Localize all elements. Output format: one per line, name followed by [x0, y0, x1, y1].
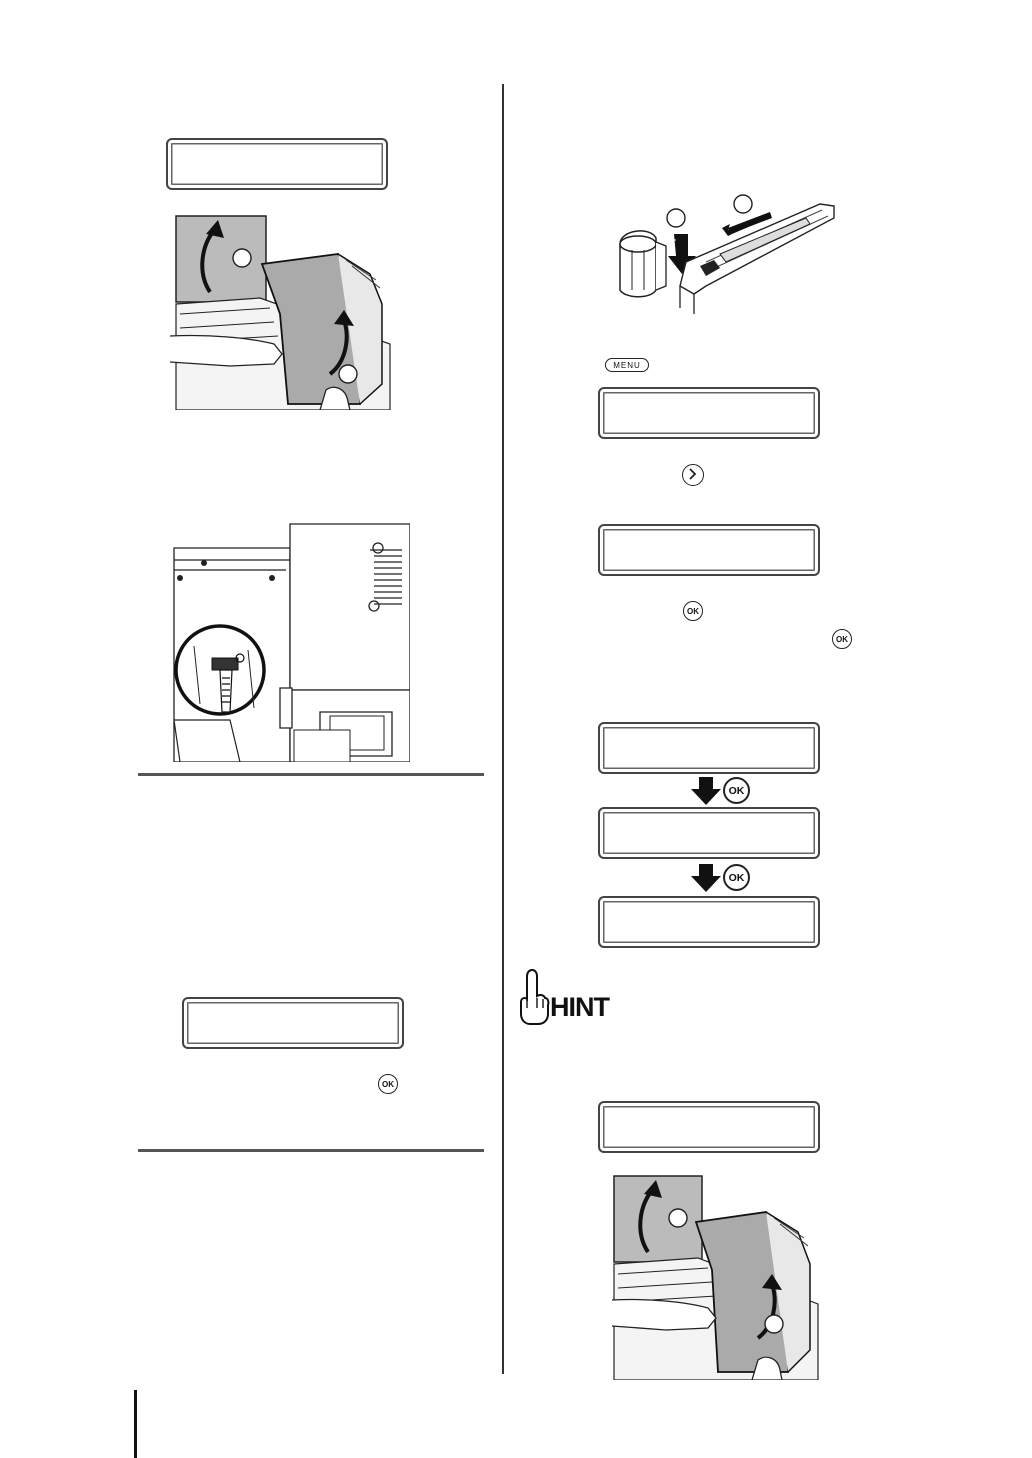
down-arrow-icon — [691, 864, 721, 892]
printer-cover-open-illustration — [170, 214, 392, 410]
page-margin-bar — [134, 1390, 137, 1458]
menu-button-icon: MENU — [605, 358, 649, 372]
ok-button-icon: OK — [723, 864, 750, 891]
lcd-display-panel — [166, 138, 388, 190]
section-separator-rule — [138, 773, 484, 776]
ok-button-icon: OK — [378, 1074, 398, 1094]
lcd-display-panel — [598, 807, 820, 859]
down-arrow-icon — [691, 777, 721, 805]
pointing-hand-icon — [518, 968, 550, 1026]
printer-cover-close-illustration — [612, 1174, 820, 1380]
section-separator-rule — [138, 1149, 484, 1152]
hint-label: HINT — [550, 992, 609, 1022]
ok-button-icon: OK — [832, 629, 852, 649]
lcd-display-panel — [182, 997, 404, 1049]
column-divider — [502, 84, 504, 1374]
lcd-display-panel — [598, 722, 820, 774]
lcd-display-panel — [598, 387, 820, 439]
carriage-detail-illustration — [170, 520, 410, 762]
ok-button-icon: OK — [723, 777, 750, 804]
chevron-right-icon — [682, 464, 704, 486]
wiper-cleaning-stick-illustration — [610, 190, 842, 316]
lcd-display-panel — [598, 896, 820, 948]
ok-button-icon: OK — [683, 601, 703, 621]
lcd-display-panel — [598, 524, 820, 576]
lcd-display-panel — [598, 1101, 820, 1153]
